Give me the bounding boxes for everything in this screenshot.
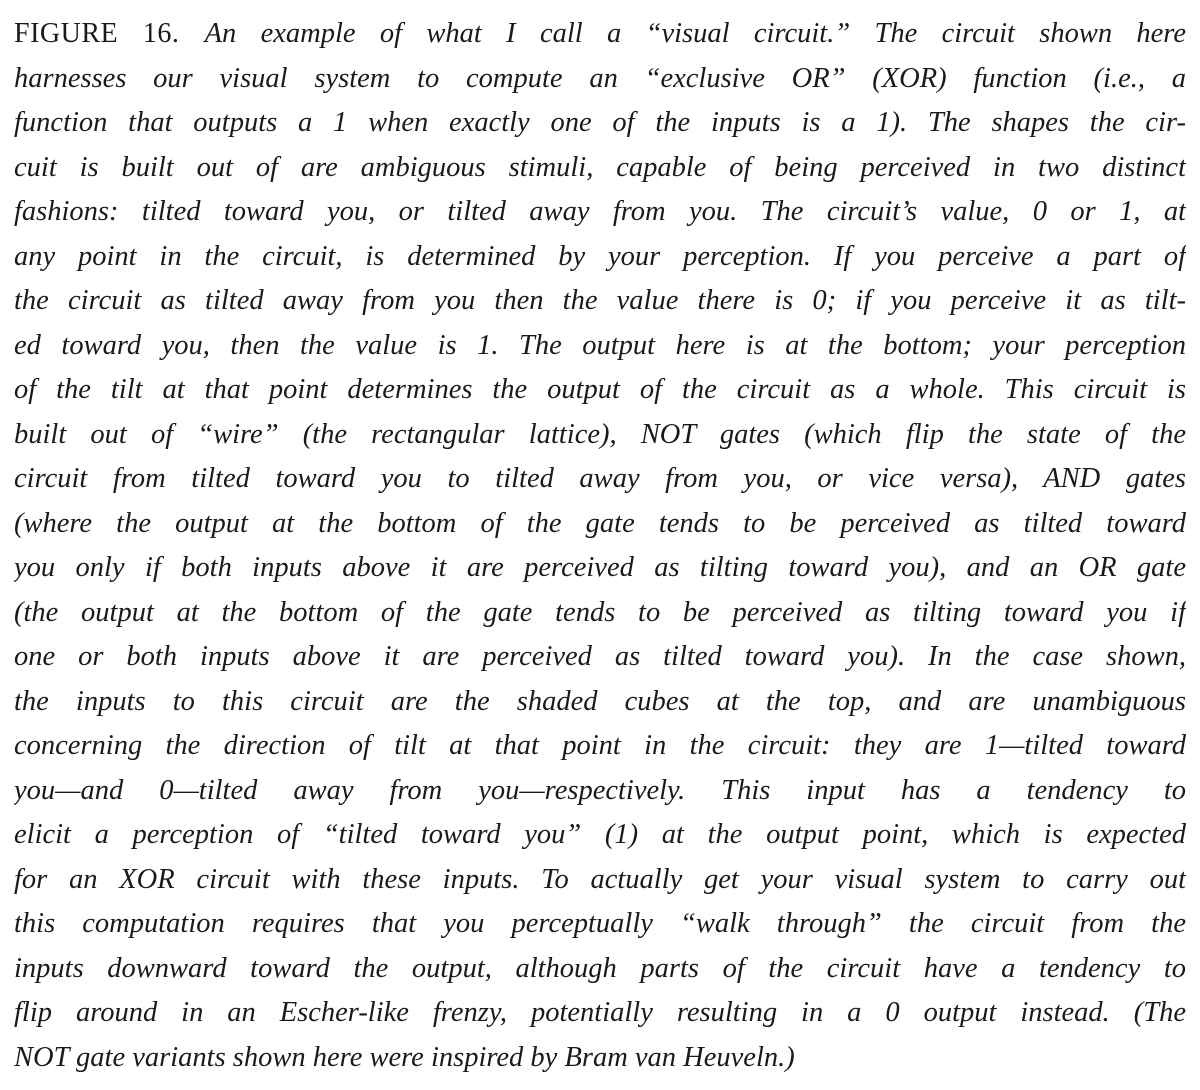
caption-line [14,12,1186,57]
caption-line: for an XOR circuit with these inputs. To actually get your visual system to carry out [14,863,1186,895]
caption-line: NOT gate variants shown here were inspired by Bram van Heuveln.) [14,1041,795,1073]
caption-line: circuit from tilted toward you to tilted away from you, or vice versa), AND gates [14,463,1186,494]
caption-line: fashions: tilted toward you, or tilted away from you. The circuit’s value, 0 or 1, at [14,196,1186,227]
caption-line: elicit a perception of “tilted toward you” (1) at the output point, which is expected [14,819,1186,850]
caption-line: built out of “wire” (the rectangular lattice), NOT gates (which flip the state of the [14,418,1186,450]
figure-caption [14,12,1186,1080]
caption-line: inputs downward toward the output, although parts of the circuit have a tendency to [14,952,1186,984]
caption-line: ed toward you, then the value is 1. The output here is at the bottom; your perception [14,329,1186,361]
figure-label: FIGURE 16. [14,18,180,49]
caption-line: of the tilt at that point determines the output of the circuit as a whole. This circuit is [14,374,1186,405]
caption-line: you only if both inputs above it are perceived as tilting toward you), and an OR gate [14,552,1186,583]
caption-line: function that outputs a 1 when exactly one of the inputs is a 1). The shapes the cir- [14,107,1186,138]
caption-line: you—and 0—tilted away from you—respectively. This input has a tendency to [14,774,1186,806]
caption-line: the inputs to this circuit are the shaded cubes at the top, and are unambiguous [14,685,1186,717]
caption-line: (the output at the bottom of the gate tends to be perceived as tilting toward you if [14,596,1186,628]
caption-line: any point in the circuit, is determined by your perception. If you perceive a part of [14,240,1186,272]
caption-line: the circuit as tilted away from you then the value there is 0; if you perceive it as tilt- [14,285,1186,316]
caption-line: this computation requires that you perceptually “walk through” the circuit from the [14,908,1186,939]
caption-line: (where the output at the bottom of the gate tends to be perceived as tilted toward [14,507,1186,539]
caption-text: An example of what I call a “visual circuit.” The circuit shown here [204,18,1186,49]
caption-line: one or both inputs above it are perceived as tilted toward you). In the case shown, [14,641,1186,672]
caption-line: cuit is built out of are ambiguous stimuli, capable of being perceived in two distinct [14,151,1186,183]
caption-line: concerning the direction of tilt at that point in the circuit: they are 1—tilted toward [14,730,1186,761]
caption-line: flip around in an Escher-like frenzy, potentially resulting in a 0 output instead. (The [14,997,1186,1028]
caption-line: harnesses our visual system to compute an “exclusive OR” (XOR) function (i.e., a [14,62,1186,94]
